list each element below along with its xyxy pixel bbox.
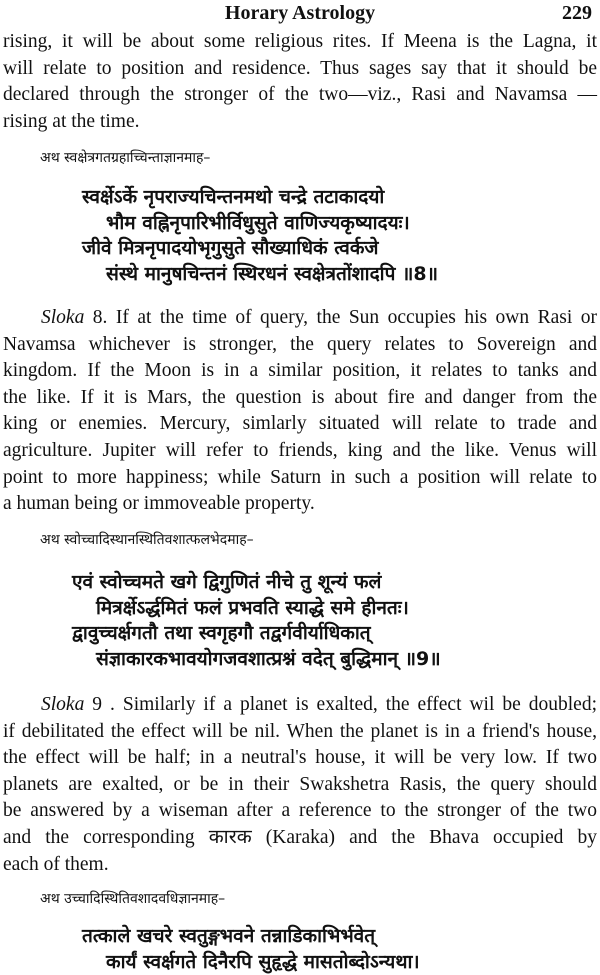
text-line: [3, 305, 597, 332]
verse-line: कार्यं स्वर्क्षगते दिनैरपि सुहृद्धे मासतोब्दोऽन्यथा।: [82, 950, 420, 975]
text-line: the effect will be half; in a neutral's house, it will be very low. If two: [3, 745, 597, 772]
verse-line: एवं स्वोच्चमते खगे द्विगुणितं नीचे तु शून्यं फलं: [72, 570, 441, 596]
sanskrit-verse-9: [72, 570, 441, 672]
text-line: will relate to position and residence. Thus sages say that it should be: [3, 56, 597, 83]
text-line: declared through the stronger of the two—viz., Rasi and Navamsa —: [3, 82, 597, 109]
text-line: rising at the time.: [3, 109, 597, 136]
sloka-9-translation: [3, 692, 597, 878]
verse-line: द्वावुच्चर्क्षगतौ तथा स्वगृहगौ तद्वर्गवीर्याधिकात्: [72, 621, 441, 647]
text-line-content: 9 . Similarly if a planet is exalted, the effect wil be doubled;: [84, 694, 597, 715]
verse-line: संस्थे मानुषचिन्तनं स्थिरधनं स्वक्षेत्रतोंशादपि ॥8॥: [82, 262, 438, 288]
verse-line: जीवे मित्रनृपादयोभृगुसुते सौख्याधिकं त्वर्कजे: [82, 236, 438, 262]
text-line: be answered by a wiseman after a reference to the stronger of the two: [3, 798, 597, 825]
verse-line: स्वर्क्षेऽर्के नृपराज्यचिन्तनमथो चन्द्रे तटाकादयो: [82, 185, 438, 211]
text-line: and the corresponding कारक (Karaka) and the Bhava occupied by: [3, 825, 597, 852]
text-line: a human being or immoveable property.: [3, 491, 597, 518]
page-number: 229: [562, 2, 592, 25]
running-title: Horary Astrology: [0, 2, 600, 25]
text-line: [3, 692, 597, 719]
verse-line: मित्रर्क्षेऽर्द्धमितं फलं प्रभवति स्याद्धे समे हीनतः।: [72, 596, 441, 622]
text-line: planets are exalted, or be in their Swakshetra Rasis, the query should: [3, 772, 597, 799]
sloka-intro-10: अथ उच्चादिस्थितिवशादवधिज्ञानमाह–: [40, 889, 225, 908]
verse-line: भौम वह्निनृपारिभीर्विधुसुते वाणिज्यकृष्यादयः।: [82, 211, 438, 237]
text-line: rising, it will be about some religious rites. If Meena is the Lagna, it: [3, 29, 597, 56]
text-line: king or enemies. Mercury, simlarly situated will relate to trade and: [3, 411, 597, 438]
text-line: point to more happiness; while Saturn in such a position will relate to: [3, 465, 597, 492]
page-header: [0, 0, 600, 28]
text-line: if debilitated the effect will be nil. When the planet is in a friend's house,: [3, 719, 597, 746]
text-line: kingdom. If the Moon is in a similar position, it relates to tanks and: [3, 358, 597, 385]
text-line: Navamsa whichever is stronger, the query relates to Sovereign and: [3, 332, 597, 359]
sloka-label: Sloka: [41, 694, 84, 715]
text-line: agriculture. Jupiter will refer to friends, king and the like. Venus will: [3, 438, 597, 465]
sloka-label: Sloka: [41, 307, 84, 328]
text-line: each of them.: [3, 852, 597, 879]
sanskrit-verse-10: [82, 924, 420, 975]
verse-line: तत्काले खचरे स्वतुङ्गभवने तन्नाडिकाभिर्भवेत्: [82, 924, 420, 950]
sloka-intro-9: अथ स्वोच्चादिस्थानस्थितिवशात्फलभेदमाह–: [40, 530, 254, 549]
paragraph-continuation: [3, 29, 597, 135]
verse-line: संज्ञाकारकभावयोगजवशात्प्रश्नं वदेत् बुद्धिमान् ॥9॥: [72, 647, 441, 673]
text-line: the like. If it is Mars, the question is about fire and danger from the: [3, 385, 597, 412]
sloka-8-translation: [3, 305, 597, 518]
text-line-content: 8. If at the time of query, the Sun occupies his own Rasi or: [84, 307, 597, 328]
sanskrit-verse-8: [82, 185, 438, 287]
sloka-intro-8: अथ स्वक्षेत्रगतग्रहाच्चिन्ताज्ञानमाह–: [40, 148, 210, 167]
